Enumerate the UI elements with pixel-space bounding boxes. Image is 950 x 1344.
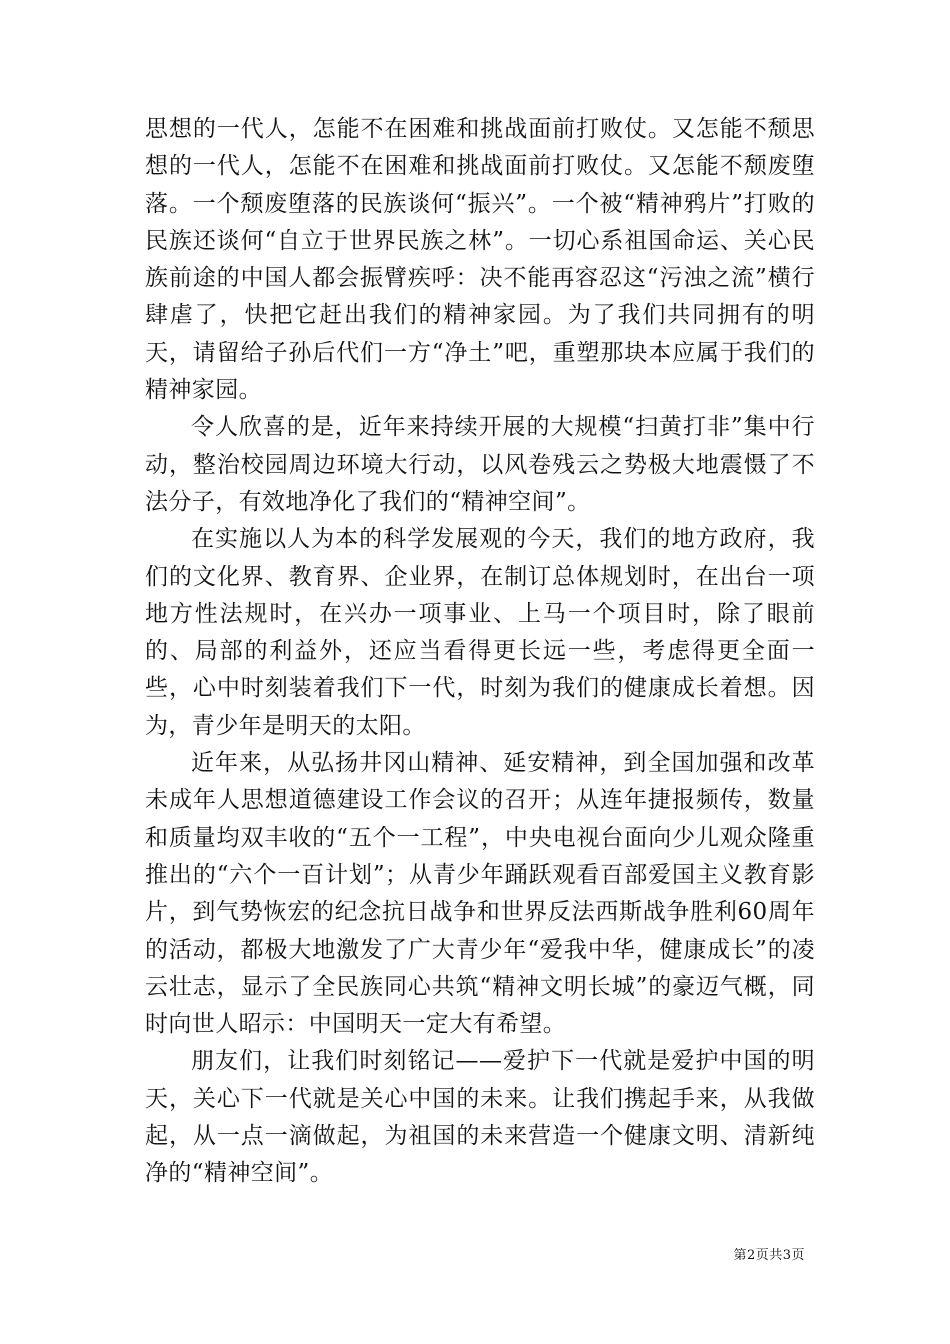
paragraph: 在实施以人为本的科学发展观的今天，我们的地方政府，我们的文化界、教育界、企业界，在制订总体规划时，在出台一项地方性法规时，在兴办一项事业、上马一个项目时，除了眼前的、局部的利益外，还应当看得更长远一些，考虑得更全面一些，心中时刻装着我们下一代，时刻为我们的健康成长着想。因为，青少年是明天的太阳。: [145, 526, 815, 739]
paragraph: 令人欣喜的是，近年来持续开展的大规模“扫黄打非”集中行动，整治校园周边环境大行动，以风卷残云之势极大地震慑了不法分子，有效地净化了我们的“精神空间”。: [145, 414, 815, 515]
document-body: [145, 111, 815, 1193]
page-number-footer: 第2页共3页: [733, 1248, 805, 1263]
paragraph: 朋友们，让我们时刻铭记——爱护下一代就是爱护中国的明天，关心下一代就是关心中国的未来。让我们携起手来，从我做起，从一点一滴做起，为祖国的未来营造一个健康文明、清新纯净的“精神空间”。: [145, 1048, 815, 1187]
paragraph: 思想的一代人，怎能不在困难和挑战面前打败仗。又怎能不颓思想的一代人，怎能不在困难和挑战面前打败仗。又怎能不颓废堕落。一个颓废堕落的民族谈何“振兴”。一个被“精神鸦片”打败的民族还谈何“自立于世界民族之林”。一切心系祖国命运、关心民族前途的中国人都会振臂疾呼：决不能再容忍这“污浊之流”横行肆虐了，快把它赶出我们的精神家园。为了我们共同拥有的明天，请留给子孙后代们一方“净土”吧，重塑那块本应属于我们的精神家园。: [145, 116, 815, 404]
paragraph: 近年来，从弘扬井冈山精神、延安精神，到全国加强和改革未成年人思想道德建设工作会议的召开；从连年捷报频传，数量和质量均双丰收的“五个一工程”，中央电视台面向少儿观众隆重推出的“六个一百计划”；从青少年踊跃观看百部爱国主义教育影片，到气势恢宏的纪念抗日战争和世界反法西斯战争胜利60周年的活动，都极大地激发了广大青少年“爱我中华，健康成长”的凌云壮志，显示了全民族同心共筑“精神文明长城”的豪迈气概，同时向世人昭示：中国明天一定大有希望。: [145, 750, 815, 1038]
